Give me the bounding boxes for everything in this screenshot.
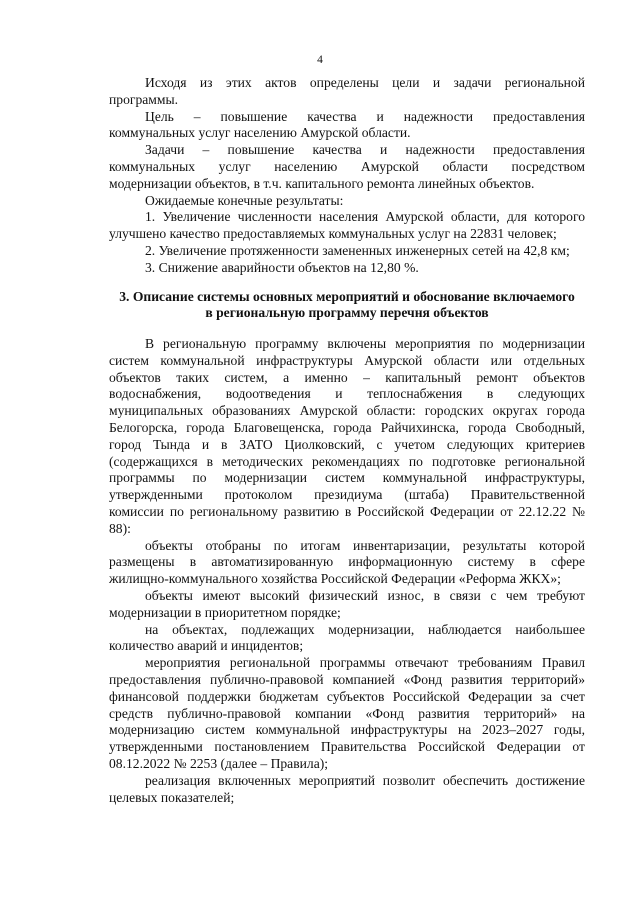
text-line: предоставления публично-правовой компанией «Фонд развития территорий» xyxy=(109,672,585,687)
text-line: количество аварий и инцидентов; xyxy=(109,638,304,654)
text-line: программы. xyxy=(109,91,179,107)
text-line: модернизации в приоритетном порядке; xyxy=(109,604,341,620)
text-line: Задачи – повышение качества и надежности предоставления xyxy=(145,142,585,158)
text-line: программы по модернизации систем коммунальной инфраструктуры, xyxy=(109,470,585,486)
text-line: 08.12.2022 № 2253 (далее – Правила); xyxy=(109,756,329,771)
section-heading-line-2: в региональную программу перечня объектов xyxy=(205,305,489,320)
text-line: жилищно-коммунального хозяйства Российской Федерации «Реформа ЖКХ»; xyxy=(109,571,561,587)
text-line: коммунальных услуг населению Амурской области. xyxy=(109,125,411,141)
text-line: целевых показателей; xyxy=(109,789,235,805)
text-line: объекты отобраны по итогам инвентаризации, результаты которой xyxy=(145,537,585,553)
text-line: Ожидаемые конечные результаты: xyxy=(145,192,344,208)
text-line: реализация включенных мероприятий позволит обеспечить достижение xyxy=(145,772,585,788)
text-line: В региональную программу включены мероприятия по модернизации xyxy=(145,336,585,351)
text-line: водоснабжения, водоотведения и теплоснабжения в следующих xyxy=(109,386,585,402)
text-line: коммунальных услуг населению Амурской области посредством xyxy=(109,159,585,174)
text-line: 1. Увеличение численности населения Амурской области, для которого xyxy=(145,209,585,225)
text-line: Цель – повышение качества и надежности предоставления xyxy=(145,108,585,124)
text-line: 2. Увеличение протяженности замененных инженерных сетей на 42,8 км; xyxy=(145,243,570,258)
text-line: Белогорска, города Благовещенска, города Райчихинска, города Свободный, xyxy=(109,420,585,435)
text-line: на объектах, подлежащих модернизации, наблюдается наибольшее xyxy=(145,621,585,637)
text-line: утвержденными постановлением Правительства Российской Федерации от xyxy=(109,739,585,755)
text-line: (содержащихся в методических рекомендациях по подготовке региональной xyxy=(109,453,585,469)
text-line: 3. Снижение аварийности объектов на 12,80 %. xyxy=(145,259,419,275)
text-line: объекты имеют высокий физический износ, в связи с чем требуют xyxy=(145,588,585,603)
text-line: муниципальных образованиях Амурской области: городских округах города xyxy=(109,403,585,419)
text-line: утвержденными протоколом президиума (штаба) Правительственной xyxy=(109,487,585,503)
text-line: улучшено качество предоставляемых коммунальных услуг на 22831 человек; xyxy=(109,226,557,242)
text-line: средств публично-правовой компании «Фонд развития территорий» на xyxy=(109,705,585,721)
text-line: 88): xyxy=(109,520,131,536)
text-line: систем коммунальной инфраструктуры Амурской области или отдельных xyxy=(109,352,585,368)
text-line: мероприятия региональной программы отвечают требованиям Правил xyxy=(145,655,585,671)
text-line: город Тында и в ЗАТО Циолковский, с учетом следующих критериев xyxy=(109,436,585,452)
text-line: финансовой поддержки бюджетам субъектов Российской Федерации за счет xyxy=(109,688,585,704)
text-line: размещены в автоматизированную информационную систему в сфере xyxy=(109,554,585,570)
page-number: 4 xyxy=(317,54,323,66)
text-line: комиссии по региональному развитию в Российской Федерации от 22.12.22 № xyxy=(109,504,585,519)
text-line: модернизацию систем коммунальной инфраструктуры на 2023–2027 годы, xyxy=(109,722,585,738)
text-line: Исходя из этих актов определены цели и задачи региональной xyxy=(145,75,585,90)
text-line: объектов таких систем, а именно – капитальный ремонт объектов xyxy=(109,369,585,385)
text-line: модернизации объектов, в т.ч. капитального ремонта линейных объектов. xyxy=(109,175,535,191)
section-heading-line-1: 3. Описание системы основных мероприятий и обоснование включаемого xyxy=(119,289,575,304)
